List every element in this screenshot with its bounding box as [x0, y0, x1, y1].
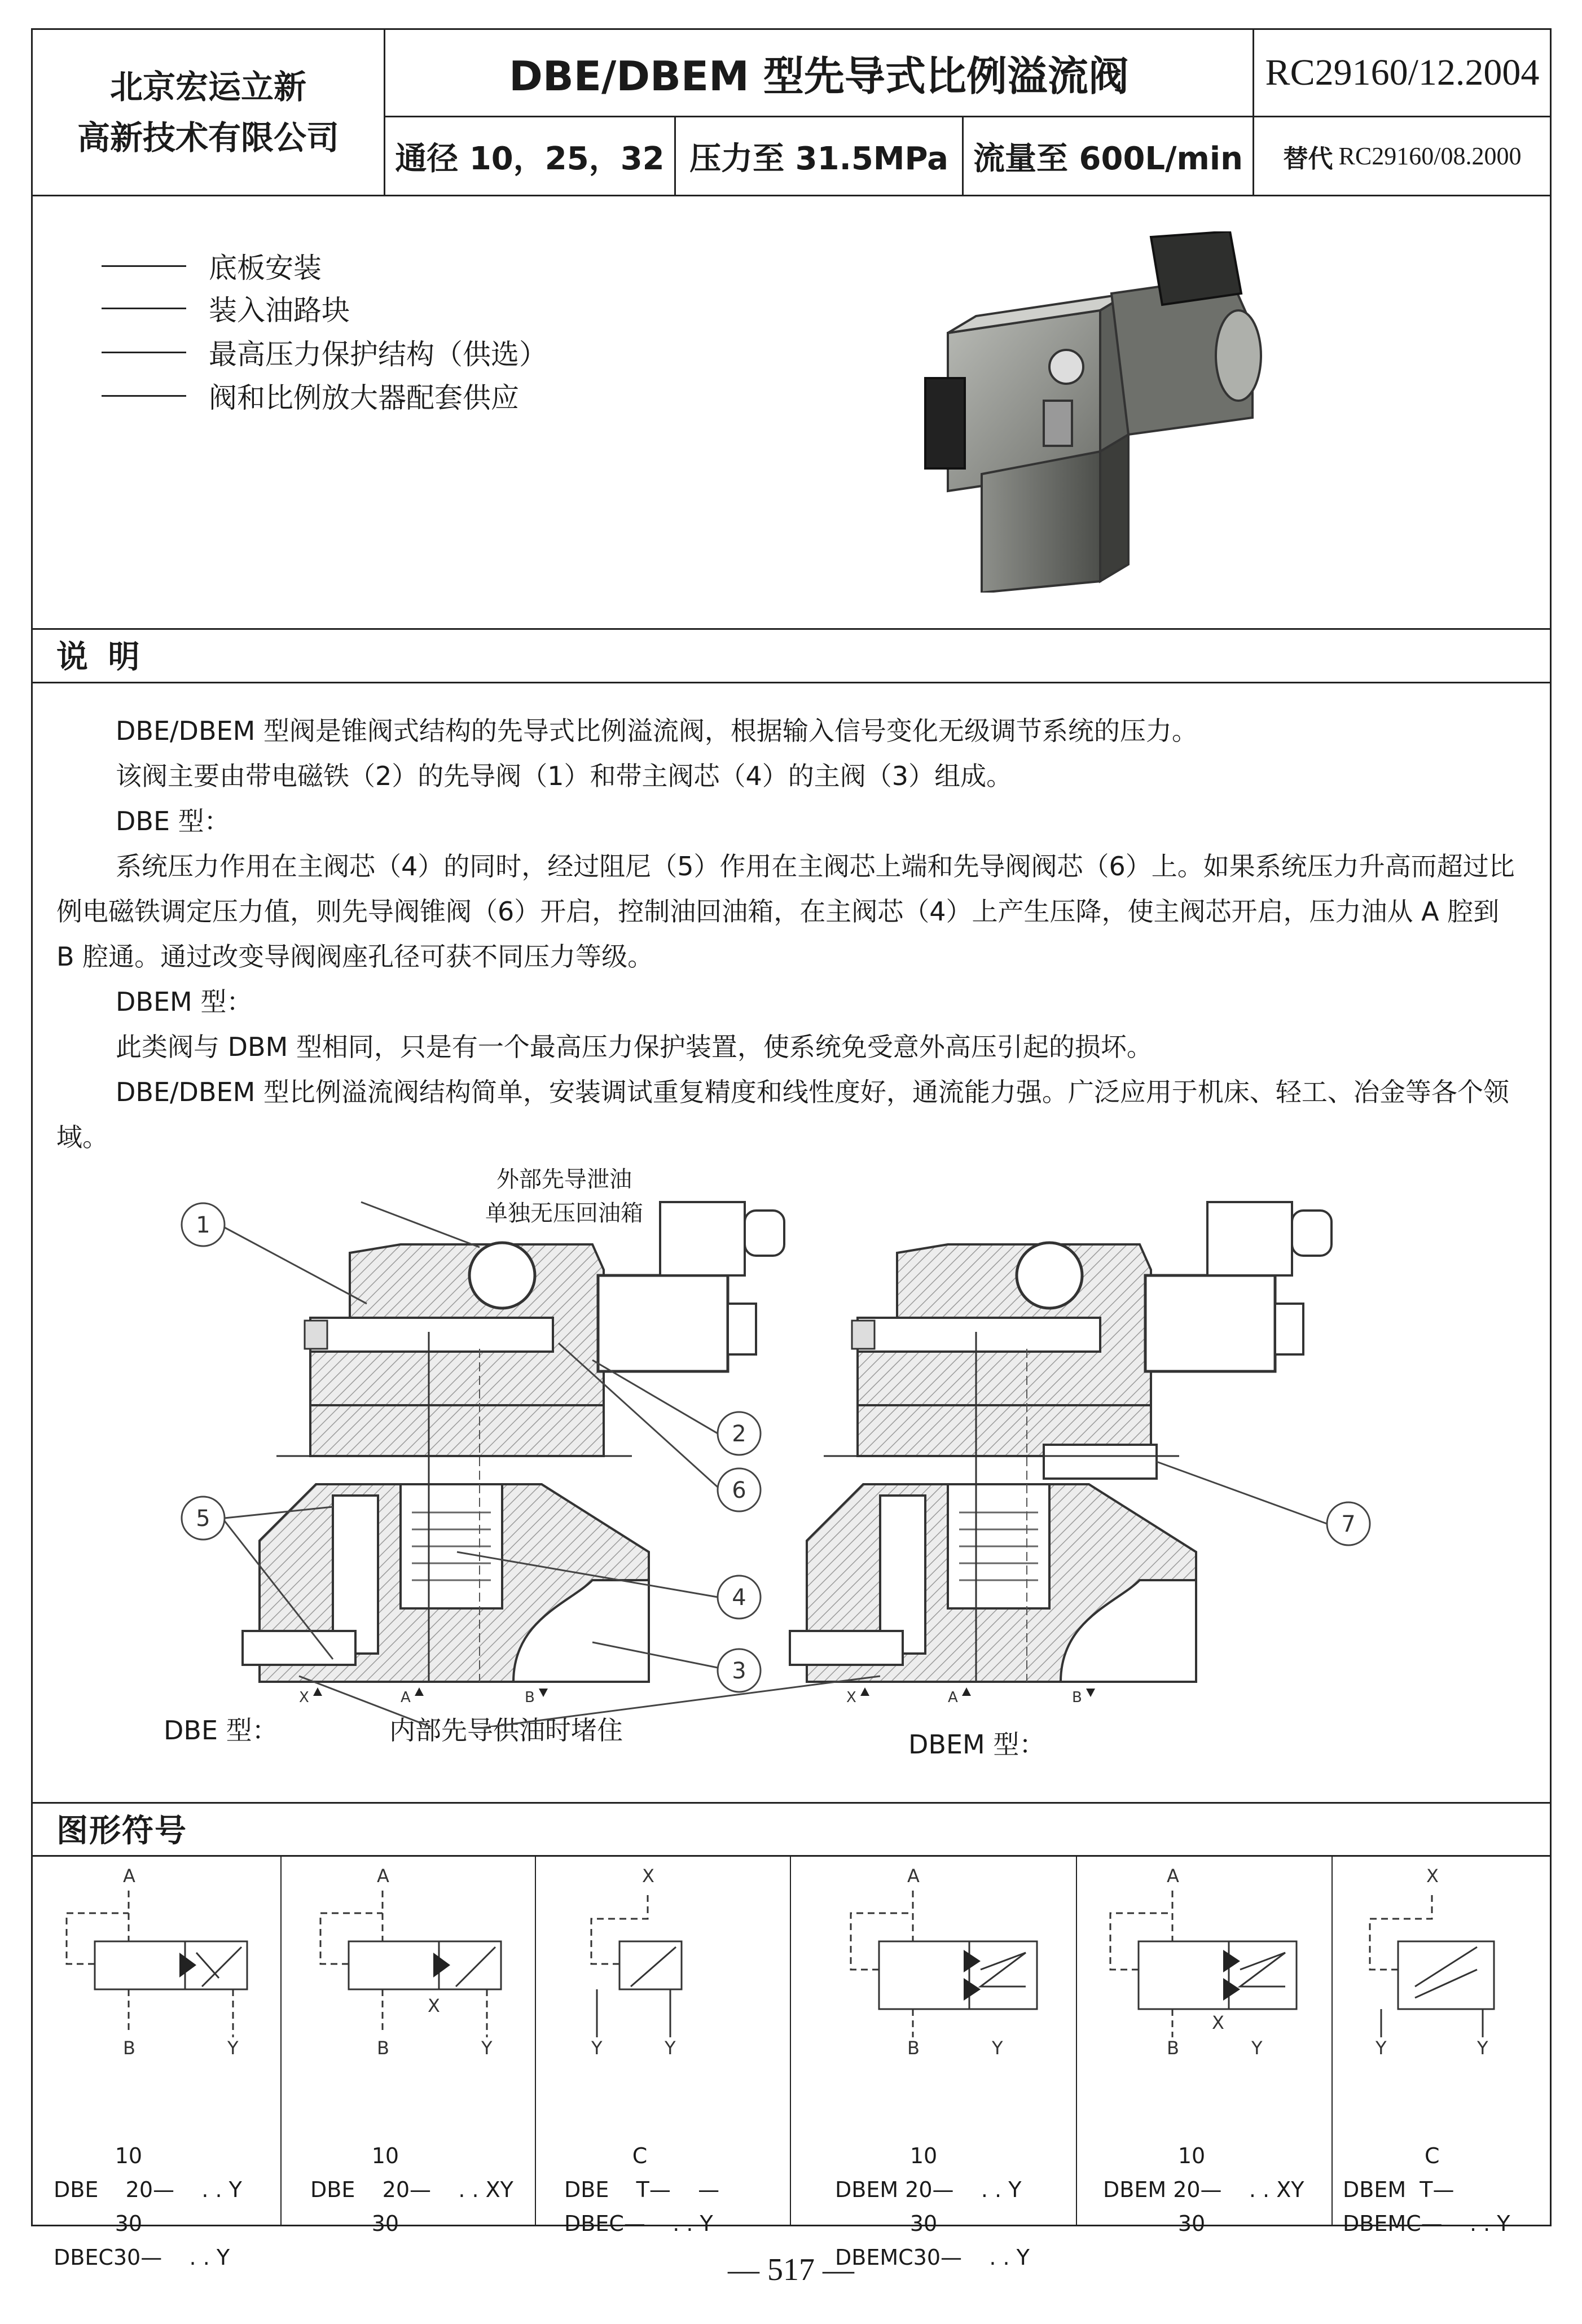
svg-text:Y: Y — [1376, 2037, 1387, 2059]
description-paragraph: DBEM 型： — [116, 986, 253, 1017]
symbol-code-3: C DBE T— — DBEC— . . Y — [564, 2143, 720, 2236]
section-heading-symbols: 图形符号 — [56, 1813, 187, 1849]
feature-text: 阀和比例放大器配套供应 — [209, 382, 519, 414]
spec-flow-text: 流量至 600L/min — [973, 140, 1243, 177]
replaces-code: RC29160/08.2000 — [1338, 142, 1522, 170]
label-dbe: DBE 型： — [164, 1715, 278, 1746]
callout-1: 1 — [196, 1212, 210, 1238]
title-text: DBE/DBEM 型先导式比例溢流阀 — [509, 52, 1129, 100]
spec-pressure — [676, 117, 962, 195]
symbol-graphics — [33, 1857, 1550, 2060]
svg-text:B: B — [907, 2037, 920, 2059]
symbol-code-1: 10 DBE 20— . . Y 30 DBEC30— . . Y — [54, 2143, 242, 2270]
doc-code-text: RC29160/12.2004 — [1265, 51, 1540, 93]
callout-2: 2 — [732, 1421, 746, 1447]
sectional-drawing — [164, 1191, 1427, 1727]
svg-text:B: B — [377, 2037, 389, 2059]
svg-text:A: A — [907, 1865, 920, 1887]
svg-text:X: X — [428, 1995, 440, 2016]
port-b-label: B — [1072, 1689, 1082, 1706]
symbol-code-4: 10 DBEM 20— . . Y 30 DBEMC30— . . Y — [835, 2143, 1030, 2270]
note-external-line-1: 外部先导泄油 — [496, 1167, 632, 1192]
port-a-label: A — [401, 1689, 411, 1706]
port-x-label: X — [299, 1689, 309, 1706]
svg-text:Y: Y — [481, 2037, 493, 2059]
description-paragraph: 此类阀与 DBM 型相同，只是有一个最高压力保护装置，使系统免受意外高压引起的损坏。 — [116, 1032, 1153, 1062]
svg-text:Y: Y — [665, 2037, 676, 2059]
description-paragraph: 系统压力作用在主阀芯（4）的同时，经过阻尼（5）作用在主阀芯上端和先导阀阀芯（6）上。如果系统压力升高而超过比例电磁铁调定压力值，则先导阀锥阀（6）开启，控制油回油箱，在主阀芯（4）上产生压降，使主阀芯开启，压力油从 A 腔到 B 腔通。通过改变导阀阀座孔径可获不同压力等级。 — [56, 851, 1515, 972]
svg-text:A: A — [1167, 1865, 1179, 1887]
svg-text:A: A — [123, 1865, 135, 1887]
replaces-label: 替代 — [1283, 144, 1333, 173]
port-b-label: B — [525, 1689, 535, 1706]
svg-text:Y: Y — [1251, 2037, 1263, 2059]
svg-text:Y: Y — [1477, 2037, 1488, 2059]
spec-pressure-text: 压力至 31.5MPa — [689, 140, 948, 177]
spec-diameter-text: 通径 10，25，32 — [395, 140, 665, 177]
symbol-code-2: 10 DBE 20— . . XY 30 — [310, 2143, 513, 2236]
port-x-label: X — [846, 1689, 856, 1706]
callout-4: 4 — [732, 1585, 746, 1611]
svg-text:X: X — [1426, 1865, 1439, 1887]
section-heading-description: 说 明 — [56, 639, 144, 676]
valve-photo — [914, 231, 1264, 593]
feature-text: 最高压力保护结构（供选） — [209, 338, 547, 371]
svg-text:A: A — [377, 1865, 389, 1887]
description-paragraph: DBE/DBEM 型阀是锥阀式结构的先导式比例溢流阀，根据输入信号变化无级调节系统的压力。 — [116, 716, 1198, 746]
section-divider-2 — [31, 682, 1552, 683]
description-paragraph: DBE 型： — [116, 806, 230, 836]
label-dbem: DBEM 型： — [908, 1729, 1045, 1760]
svg-text:X: X — [642, 1865, 654, 1887]
page-title — [385, 29, 1253, 116]
feature-text: 装入油路块 — [209, 294, 350, 327]
company-name — [33, 29, 384, 195]
symbol-code-5: 10 DBEM 20— . . XY 30 — [1103, 2143, 1304, 2236]
dbem-drawing — [790, 1202, 1331, 1682]
replaces-cell — [1254, 117, 1550, 195]
svg-text:Y: Y — [591, 2037, 603, 2059]
callout-3: 3 — [732, 1658, 746, 1684]
spec-diameter — [385, 117, 674, 195]
svg-text:B: B — [123, 2037, 135, 2059]
feature-item — [102, 332, 547, 372]
company-line-2: 高新技术有限公司 — [77, 118, 339, 157]
spec-flow — [964, 117, 1253, 195]
feature-item — [102, 375, 519, 416]
callout-7: 7 — [1341, 1511, 1356, 1537]
dbe-drawing — [243, 1202, 784, 1682]
callout-5: 5 — [196, 1506, 210, 1532]
section-divider-3 — [31, 1802, 1552, 1804]
feature-text: 底板安装 — [209, 252, 322, 284]
svg-text:Y: Y — [227, 2037, 239, 2059]
callout-6: 6 — [732, 1477, 746, 1503]
description-body — [56, 708, 1523, 1160]
section-divider-1 — [31, 628, 1552, 630]
port-a-label: A — [948, 1689, 958, 1706]
company-line-1: 北京宏运立新 — [109, 67, 306, 106]
page-number: — 517 — — [728, 2252, 854, 2287]
symbol-code-6: C DBEM T— DBEMC— . . Y — [1343, 2143, 1510, 2236]
doc-code — [1254, 29, 1550, 116]
svg-text:X: X — [1212, 2012, 1224, 2033]
feature-item — [102, 288, 350, 328]
description-paragraph: DBE/DBEM 型比例溢流阀结构简单，安装调试重复精度和线性度好，通流能力强。广泛应用于机床、轻工、冶金等各个领域。 — [56, 1077, 1509, 1152]
feature-item — [102, 245, 322, 286]
note-internal-supply: 内部先导供油时堵住 — [389, 1715, 623, 1746]
note-external-line-2: 单独无压回油箱 — [485, 1200, 643, 1226]
svg-text:Y: Y — [992, 2037, 1003, 2059]
svg-text:B: B — [1167, 2037, 1179, 2059]
header-divider — [31, 195, 1552, 196]
description-paragraph: 该阀主要由带电磁铁（2）的先导阀（1）和带主阀芯（4）的主阀（3）组成。 — [116, 761, 1013, 791]
